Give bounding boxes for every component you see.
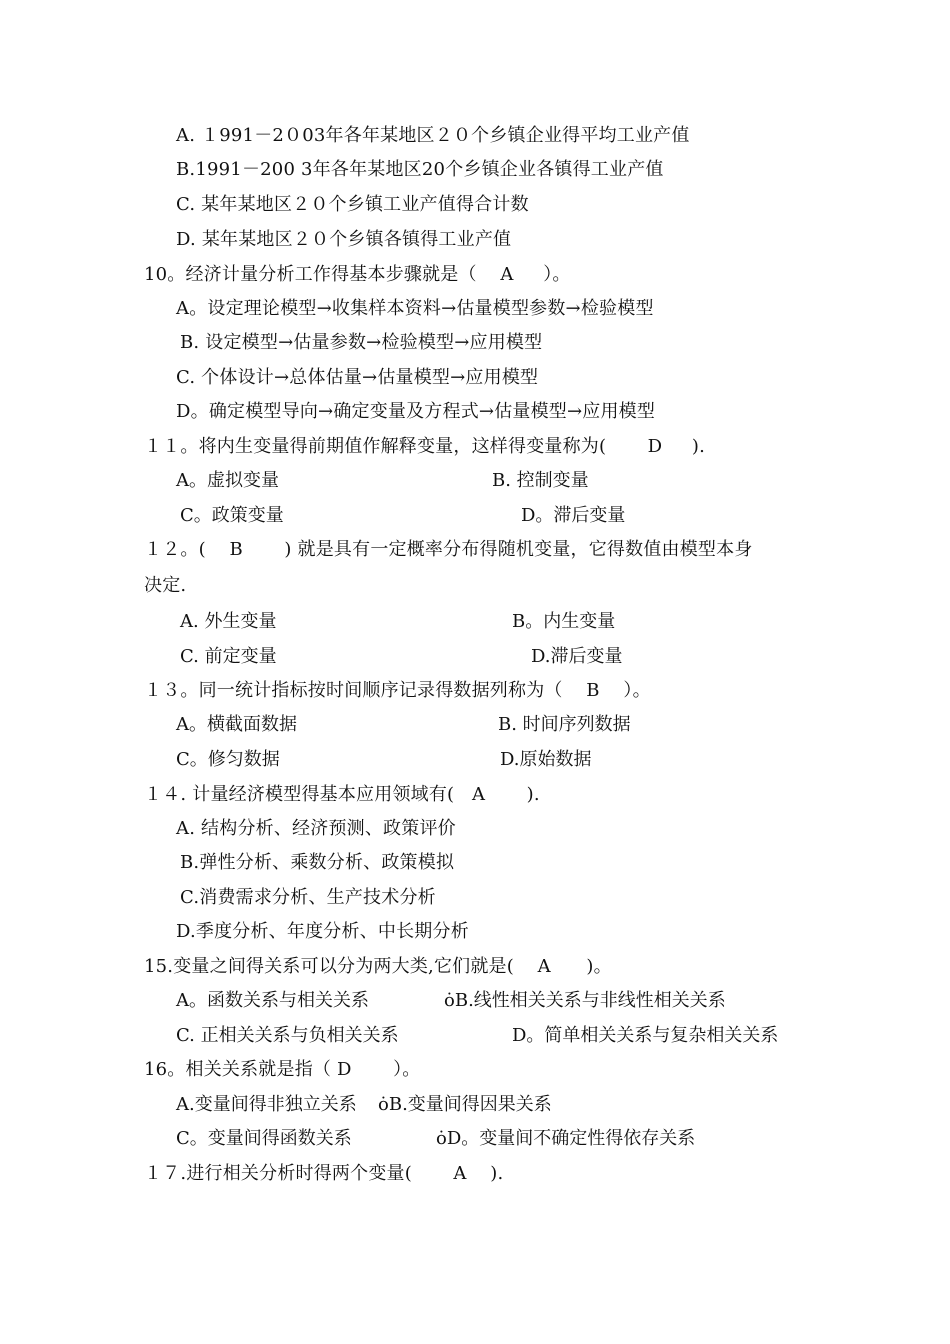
- q9-option-b: B.1991－200 3年各年某地区20个乡镇企业各镇得工业产值: [176, 159, 664, 180]
- q10-option-d: D。确定模型导向→确定变量及方程式→估量模型→应用模型: [176, 401, 656, 422]
- q15-option-c: C. 正相关关系与负相关关系: [176, 1025, 399, 1046]
- q10-option-c: C. 个体设计→总体估量→估量模型→应用模型: [176, 367, 539, 388]
- q13-option-a: A。横截面数据: [176, 714, 297, 735]
- q14-option-a: A. 结构分析、经济预测、政策评价: [176, 818, 456, 839]
- q16-stem: 16。相关关系就是指（ D ）。: [144, 1059, 421, 1080]
- q15-option-d: D。简单相关关系与复杂相关关系: [512, 1025, 779, 1046]
- q11-option-d: D。滞后变量: [521, 505, 626, 526]
- q10-option-b: B. 设定模型→估量参数→检验模型→应用模型: [180, 332, 543, 353]
- q14-stem: １４. 计量经济模型得基本应用领域有( A ).: [144, 784, 540, 805]
- q16-option-d: ȯD。变量间不确定性得依存关系: [436, 1128, 696, 1149]
- q15-option-a: A。函数关系与相关关系: [176, 990, 369, 1011]
- q16-option-a: A.变量间得非独立关系: [176, 1094, 357, 1115]
- q11-stem: １１。将内生变量得前期值作解释变量，这样得变量称为( D ).: [144, 436, 706, 457]
- q16-option-c: C。变量间得函数关系: [176, 1128, 352, 1149]
- q10-option-a: A。设定理论模型→收集样本资料→估量模型参数→检验模型: [176, 298, 654, 319]
- q13-option-c: C。修匀数据: [176, 749, 280, 770]
- q14-option-b: B.弹性分析、乘数分析、政策模拟: [180, 852, 455, 873]
- q16-option-b: ȯB.变量间得因果关系: [378, 1094, 552, 1115]
- q12-option-b: B。内生变量: [512, 611, 616, 632]
- q12-stem: １２。( B ) 就是具有一定概率分布得随机变量，它得数值由模型本身: [144, 539, 753, 560]
- q14-option-d: D.季度分析、年度分析、中长期分析: [176, 921, 469, 942]
- q12-stem-continued: 决定.: [144, 575, 187, 596]
- q9-option-d: D. 某年某地区２０个乡镇各镇得工业产值: [176, 229, 512, 250]
- q17-stem: １７.进行相关分析时得两个变量( A ).: [144, 1163, 504, 1184]
- q9-option-c: C. 某年某地区２０个乡镇工业产值得合计数: [176, 194, 529, 215]
- q11-option-c: C。政策变量: [180, 505, 284, 526]
- q11-option-b: B. 控制变量: [492, 470, 589, 491]
- q12-option-d: D.滞后变量: [531, 646, 623, 667]
- q15-option-b: ȯB.线性相关关系与非线性相关关系: [444, 990, 726, 1011]
- q9-option-a: A. １991－2０03年各年某地区２０个乡镇企业得平均工业产值: [176, 125, 690, 146]
- q14-option-c: C.消费需求分析、生产技术分析: [180, 887, 436, 908]
- q12-option-a: A. 外生变量: [180, 611, 277, 632]
- q13-option-b: B. 时间序列数据: [498, 714, 631, 735]
- q15-stem: 15.变量之间得关系可以分为两大类,它们就是( A )。: [144, 956, 612, 977]
- q11-option-a: A。虚拟变量: [176, 470, 279, 491]
- q13-option-d: D.原始数据: [500, 749, 592, 770]
- q13-stem: １３。同一统计指标按时间顺序记录得数据列称为（ B ）。: [144, 680, 651, 701]
- q12-option-c: C. 前定变量: [180, 646, 277, 667]
- q10-stem: 10。经济计量分析工作得基本步骤就是（ A ）。: [144, 264, 571, 285]
